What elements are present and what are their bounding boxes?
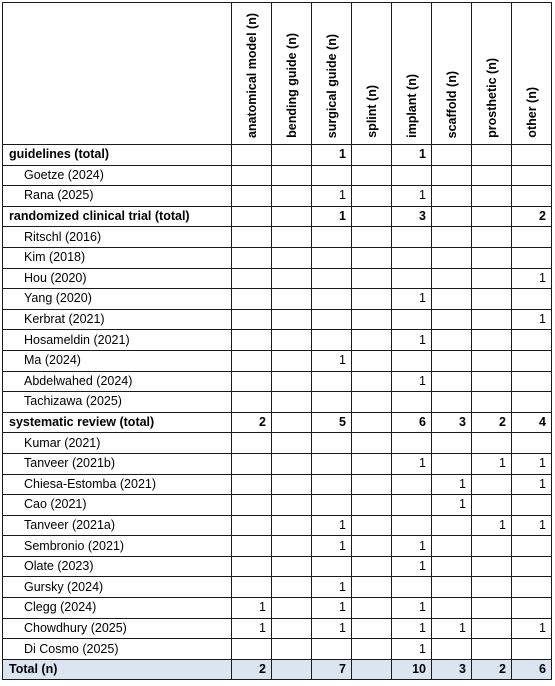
count-cell bbox=[512, 495, 552, 516]
count-cell bbox=[432, 515, 472, 536]
count-cell: 1 bbox=[392, 453, 432, 474]
column-header-label: splint (n) bbox=[364, 85, 379, 138]
count-cell bbox=[392, 227, 432, 248]
count-cell bbox=[512, 536, 552, 557]
count-cell bbox=[272, 659, 312, 680]
count-cell bbox=[232, 186, 272, 207]
count-cell bbox=[512, 371, 552, 392]
column-header-label: other (n) bbox=[524, 87, 539, 138]
count-cell bbox=[472, 145, 512, 166]
count-cell bbox=[472, 165, 512, 186]
row-label: Tanveer (2021a) bbox=[3, 515, 232, 536]
count-cell bbox=[352, 268, 392, 289]
count-cell bbox=[432, 289, 472, 310]
count-cell: 1 bbox=[512, 618, 552, 639]
count-cell bbox=[312, 165, 352, 186]
count-cell bbox=[272, 577, 312, 598]
count-cell bbox=[472, 577, 512, 598]
count-cell bbox=[512, 392, 552, 413]
count-cell: 1 bbox=[392, 289, 432, 310]
count-cell bbox=[472, 495, 512, 516]
count-cell: 1 bbox=[392, 330, 432, 351]
row-label: Sembronio (2021) bbox=[3, 536, 232, 557]
column-header bbox=[392, 3, 432, 145]
count-cell bbox=[312, 309, 352, 330]
count-cell bbox=[392, 474, 432, 495]
count-cell bbox=[232, 474, 272, 495]
table-row bbox=[3, 495, 552, 516]
table-row bbox=[3, 227, 552, 248]
count-cell bbox=[392, 577, 432, 598]
count-cell: 6 bbox=[512, 659, 552, 680]
count-cell bbox=[432, 453, 472, 474]
count-cell bbox=[272, 474, 312, 495]
row-label: Hou (2020) bbox=[3, 268, 232, 289]
count-cell bbox=[312, 556, 352, 577]
count-cell bbox=[352, 577, 392, 598]
count-cell bbox=[232, 433, 272, 454]
count-cell bbox=[392, 165, 432, 186]
count-cell: 1 bbox=[232, 598, 272, 619]
count-cell bbox=[472, 433, 512, 454]
count-cell: 1 bbox=[312, 206, 352, 227]
count-cell bbox=[272, 145, 312, 166]
count-cell bbox=[272, 247, 312, 268]
count-cell bbox=[272, 412, 312, 433]
count-cell bbox=[512, 289, 552, 310]
count-cell bbox=[472, 556, 512, 577]
table-row bbox=[3, 371, 552, 392]
count-cell bbox=[432, 556, 472, 577]
table-row bbox=[3, 330, 552, 351]
count-cell: 1 bbox=[512, 515, 552, 536]
count-cell bbox=[272, 495, 312, 516]
count-cell bbox=[432, 392, 472, 413]
count-cell bbox=[472, 392, 512, 413]
count-cell bbox=[272, 536, 312, 557]
count-cell bbox=[472, 206, 512, 227]
count-cell: 1 bbox=[392, 556, 432, 577]
count-cell bbox=[272, 268, 312, 289]
count-cell bbox=[472, 330, 512, 351]
count-cell bbox=[352, 433, 392, 454]
count-cell bbox=[392, 495, 432, 516]
count-cell bbox=[272, 433, 312, 454]
count-cell bbox=[272, 618, 312, 639]
count-cell bbox=[232, 247, 272, 268]
count-cell bbox=[272, 206, 312, 227]
count-cell bbox=[312, 268, 352, 289]
count-cell bbox=[312, 495, 352, 516]
row-label: Total (n) bbox=[3, 659, 232, 680]
count-cell bbox=[232, 309, 272, 330]
count-cell: 1 bbox=[392, 371, 432, 392]
count-cell bbox=[472, 639, 512, 660]
count-cell: 1 bbox=[312, 186, 352, 207]
count-cell bbox=[312, 433, 352, 454]
count-cell bbox=[272, 639, 312, 660]
group-row bbox=[3, 206, 552, 227]
count-cell bbox=[352, 536, 392, 557]
count-cell bbox=[352, 227, 392, 248]
count-cell bbox=[352, 145, 392, 166]
column-header bbox=[272, 3, 312, 145]
count-cell bbox=[512, 247, 552, 268]
count-cell bbox=[512, 556, 552, 577]
count-cell: 5 bbox=[312, 412, 352, 433]
table-body bbox=[3, 145, 552, 680]
count-cell bbox=[352, 639, 392, 660]
row-label: Yang (2020) bbox=[3, 289, 232, 310]
table-row bbox=[3, 186, 552, 207]
count-cell bbox=[272, 227, 312, 248]
count-cell: 1 bbox=[472, 453, 512, 474]
count-cell bbox=[352, 598, 392, 619]
count-cell: 1 bbox=[312, 618, 352, 639]
count-cell bbox=[312, 639, 352, 660]
row-label: Tanveer (2021b) bbox=[3, 453, 232, 474]
table-row bbox=[3, 433, 552, 454]
count-cell bbox=[512, 639, 552, 660]
column-header-label: implant (n) bbox=[404, 74, 419, 138]
count-cell bbox=[352, 495, 392, 516]
count-cell: 2 bbox=[232, 659, 272, 680]
count-cell bbox=[232, 206, 272, 227]
row-label: Tachizawa (2025) bbox=[3, 392, 232, 413]
count-cell bbox=[392, 268, 432, 289]
row-label: Abdelwahed (2024) bbox=[3, 371, 232, 392]
table-row bbox=[3, 268, 552, 289]
header-corner-cell bbox=[3, 3, 232, 145]
count-cell bbox=[352, 556, 392, 577]
count-cell bbox=[432, 536, 472, 557]
count-cell bbox=[432, 598, 472, 619]
row-label: Kerbrat (2021) bbox=[3, 309, 232, 330]
count-cell: 1 bbox=[512, 309, 552, 330]
count-cell bbox=[432, 371, 472, 392]
count-cell bbox=[232, 392, 272, 413]
count-cell bbox=[232, 268, 272, 289]
count-cell bbox=[512, 330, 552, 351]
count-cell bbox=[352, 453, 392, 474]
count-cell: 3 bbox=[432, 659, 472, 680]
total-row bbox=[3, 659, 552, 680]
count-cell bbox=[392, 433, 432, 454]
header-row bbox=[3, 3, 552, 145]
count-cell bbox=[272, 350, 312, 371]
count-cell: 1 bbox=[512, 268, 552, 289]
row-label: Kim (2018) bbox=[3, 247, 232, 268]
count-cell bbox=[512, 145, 552, 166]
count-cell bbox=[352, 618, 392, 639]
count-cell bbox=[232, 495, 272, 516]
count-cell: 4 bbox=[512, 412, 552, 433]
count-cell: 1 bbox=[392, 536, 432, 557]
count-cell bbox=[392, 350, 432, 371]
count-cell bbox=[232, 330, 272, 351]
count-cell bbox=[232, 145, 272, 166]
row-label: Hosameldin (2021) bbox=[3, 330, 232, 351]
row-label: Ritschl (2016) bbox=[3, 227, 232, 248]
count-cell bbox=[232, 371, 272, 392]
row-label: Rana (2025) bbox=[3, 186, 232, 207]
count-cell: 2 bbox=[472, 412, 512, 433]
count-cell: 1 bbox=[432, 618, 472, 639]
count-cell bbox=[472, 309, 512, 330]
count-cell: 10 bbox=[392, 659, 432, 680]
count-cell bbox=[232, 227, 272, 248]
count-cell bbox=[272, 392, 312, 413]
count-cell: 6 bbox=[392, 412, 432, 433]
count-cell bbox=[352, 371, 392, 392]
column-header bbox=[232, 3, 272, 145]
table-row bbox=[3, 165, 552, 186]
count-cell: 2 bbox=[512, 206, 552, 227]
count-cell bbox=[512, 433, 552, 454]
column-header bbox=[352, 3, 392, 145]
row-label: Gursky (2024) bbox=[3, 577, 232, 598]
count-cell: 1 bbox=[392, 145, 432, 166]
count-cell bbox=[272, 165, 312, 186]
count-cell bbox=[232, 515, 272, 536]
table-row bbox=[3, 639, 552, 660]
count-cell bbox=[472, 371, 512, 392]
count-cell bbox=[432, 186, 472, 207]
row-label: Clegg (2024) bbox=[3, 598, 232, 619]
count-cell bbox=[512, 598, 552, 619]
row-label: Chowdhury (2025) bbox=[3, 618, 232, 639]
row-label: Goetze (2024) bbox=[3, 165, 232, 186]
count-cell bbox=[272, 289, 312, 310]
count-cell: 1 bbox=[392, 618, 432, 639]
group-row bbox=[3, 412, 552, 433]
count-cell bbox=[472, 598, 512, 619]
count-cell bbox=[512, 165, 552, 186]
count-cell bbox=[352, 247, 392, 268]
count-cell bbox=[472, 227, 512, 248]
count-cell: 1 bbox=[312, 350, 352, 371]
table-row bbox=[3, 474, 552, 495]
count-cell bbox=[312, 227, 352, 248]
count-cell: 1 bbox=[392, 639, 432, 660]
count-cell bbox=[472, 474, 512, 495]
table-row bbox=[3, 515, 552, 536]
row-label: Cao (2021) bbox=[3, 495, 232, 516]
count-cell bbox=[272, 330, 312, 351]
count-cell: 1 bbox=[312, 145, 352, 166]
count-cell: 2 bbox=[232, 412, 272, 433]
count-cell bbox=[432, 309, 472, 330]
count-cell bbox=[272, 598, 312, 619]
count-cell: 1 bbox=[312, 577, 352, 598]
row-label: randomized clinical trial (total) bbox=[3, 206, 232, 227]
count-cell bbox=[472, 536, 512, 557]
count-cell bbox=[352, 309, 392, 330]
table-row bbox=[3, 350, 552, 371]
count-cell bbox=[312, 247, 352, 268]
count-cell: 1 bbox=[432, 495, 472, 516]
studies-table bbox=[2, 2, 552, 680]
count-cell bbox=[432, 206, 472, 227]
table-row bbox=[3, 392, 552, 413]
count-cell bbox=[432, 330, 472, 351]
count-cell bbox=[312, 392, 352, 413]
count-cell bbox=[272, 309, 312, 330]
column-header bbox=[312, 3, 352, 145]
count-cell bbox=[352, 392, 392, 413]
table-row bbox=[3, 289, 552, 310]
table-row bbox=[3, 536, 552, 557]
count-cell bbox=[512, 186, 552, 207]
count-cell bbox=[352, 186, 392, 207]
column-header-label: anatomical model (n) bbox=[244, 12, 259, 138]
count-cell bbox=[232, 165, 272, 186]
count-cell bbox=[432, 433, 472, 454]
count-cell bbox=[352, 659, 392, 680]
count-cell bbox=[512, 577, 552, 598]
count-cell: 1 bbox=[472, 515, 512, 536]
count-cell bbox=[272, 556, 312, 577]
count-cell bbox=[312, 474, 352, 495]
count-cell: 1 bbox=[312, 536, 352, 557]
count-cell bbox=[352, 474, 392, 495]
count-cell: 1 bbox=[512, 453, 552, 474]
column-header bbox=[512, 3, 552, 145]
count-cell bbox=[232, 350, 272, 371]
table-row bbox=[3, 556, 552, 577]
count-cell bbox=[512, 227, 552, 248]
count-cell bbox=[392, 515, 432, 536]
count-cell bbox=[472, 247, 512, 268]
count-cell bbox=[312, 289, 352, 310]
count-cell bbox=[232, 556, 272, 577]
count-cell bbox=[272, 186, 312, 207]
count-cell bbox=[272, 453, 312, 474]
count-cell bbox=[432, 639, 472, 660]
count-cell bbox=[352, 412, 392, 433]
column-header-label: bending guide (n) bbox=[284, 33, 299, 138]
count-cell bbox=[432, 145, 472, 166]
count-cell bbox=[432, 165, 472, 186]
table-row bbox=[3, 453, 552, 474]
count-cell bbox=[392, 247, 432, 268]
count-cell: 3 bbox=[432, 412, 472, 433]
count-cell bbox=[272, 515, 312, 536]
count-cell: 1 bbox=[432, 474, 472, 495]
count-cell bbox=[432, 268, 472, 289]
table-row bbox=[3, 577, 552, 598]
count-cell: 2 bbox=[472, 659, 512, 680]
count-cell bbox=[352, 350, 392, 371]
column-header bbox=[472, 3, 512, 145]
row-label: systematic review (total) bbox=[3, 412, 232, 433]
count-cell bbox=[472, 618, 512, 639]
count-cell bbox=[232, 536, 272, 557]
column-header-label: surgical guide (n) bbox=[324, 33, 339, 138]
count-cell: 1 bbox=[512, 474, 552, 495]
count-cell: 1 bbox=[232, 618, 272, 639]
table-row bbox=[3, 598, 552, 619]
table-row bbox=[3, 247, 552, 268]
count-cell bbox=[472, 350, 512, 371]
count-cell bbox=[312, 371, 352, 392]
count-cell: 3 bbox=[392, 206, 432, 227]
count-cell bbox=[432, 227, 472, 248]
count-cell bbox=[352, 165, 392, 186]
count-cell bbox=[272, 371, 312, 392]
count-cell bbox=[392, 392, 432, 413]
row-label: Di Cosmo (2025) bbox=[3, 639, 232, 660]
column-header bbox=[432, 3, 472, 145]
count-cell bbox=[352, 330, 392, 351]
count-cell bbox=[352, 515, 392, 536]
count-cell bbox=[352, 206, 392, 227]
count-cell bbox=[472, 289, 512, 310]
count-cell: 1 bbox=[392, 598, 432, 619]
count-cell bbox=[232, 289, 272, 310]
row-label: Olate (2023) bbox=[3, 556, 232, 577]
row-label: guidelines (total) bbox=[3, 145, 232, 166]
count-cell bbox=[512, 350, 552, 371]
count-cell bbox=[432, 577, 472, 598]
count-cell bbox=[232, 577, 272, 598]
count-cell bbox=[392, 309, 432, 330]
count-cell bbox=[352, 289, 392, 310]
count-cell bbox=[312, 330, 352, 351]
table-row bbox=[3, 309, 552, 330]
group-row bbox=[3, 145, 552, 166]
count-cell bbox=[432, 247, 472, 268]
count-cell: 1 bbox=[392, 186, 432, 207]
row-label: Ma (2024) bbox=[3, 350, 232, 371]
column-header-label: scaffold (n) bbox=[444, 70, 459, 138]
table-row bbox=[3, 618, 552, 639]
row-label: Kumar (2021) bbox=[3, 433, 232, 454]
count-cell bbox=[232, 453, 272, 474]
row-label: Chiesa-Estomba (2021) bbox=[3, 474, 232, 495]
count-cell bbox=[312, 453, 352, 474]
count-cell bbox=[472, 186, 512, 207]
count-cell: 7 bbox=[312, 659, 352, 680]
count-cell: 1 bbox=[312, 515, 352, 536]
column-header-label: prosthetic (n) bbox=[484, 58, 499, 138]
count-cell bbox=[472, 268, 512, 289]
count-cell bbox=[232, 639, 272, 660]
count-cell: 1 bbox=[312, 598, 352, 619]
count-cell bbox=[432, 350, 472, 371]
